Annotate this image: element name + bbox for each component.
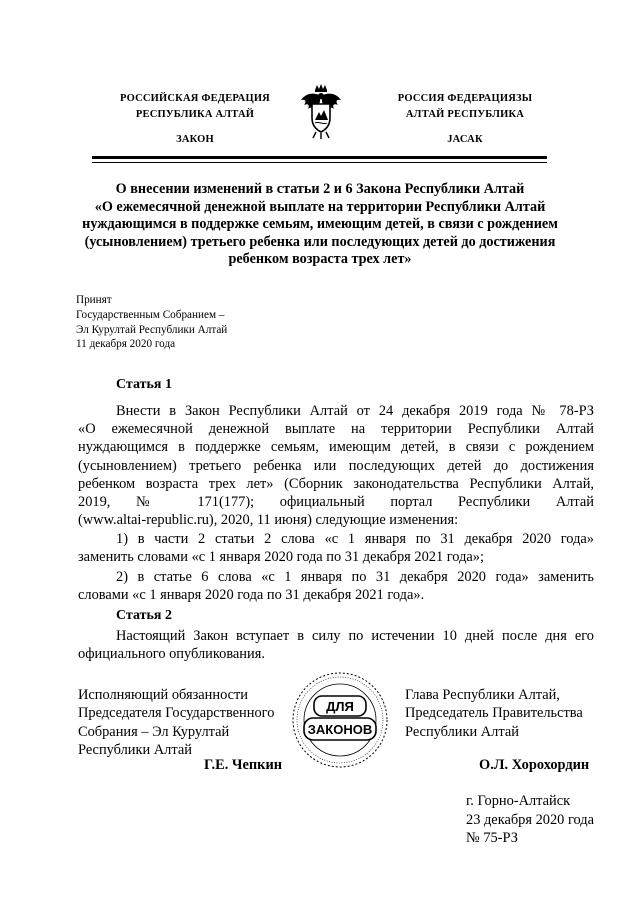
- text-line: Внести в Закон Республики Алтай от 24 декабря 2019 года № 78-РЗ: [116, 403, 594, 419]
- title-line: «О ежемесячной денежной выплате на территории Республики Алтай: [94, 198, 546, 215]
- place-date-number: [466, 792, 594, 848]
- header-right-country: РОССИЯ ФЕДЕРАЦИЯЗЫ: [397, 93, 533, 104]
- article-2-text: [78, 627, 594, 663]
- stamp-line-2: ЗАКОНОВ: [307, 722, 373, 737]
- left-signatory-name: Г.Е. Чепкин: [204, 757, 283, 773]
- text-line: Настоящий Закон вступает в силу по истечении 10 дней после дня его: [116, 628, 594, 644]
- text-line: 2019, № 171(177); официальный портал Республики Алтай: [78, 493, 594, 510]
- stamp-line-1: ДЛЯ: [326, 699, 354, 714]
- signatory-line: Председателя Государственного: [78, 705, 275, 722]
- signatory-line: Республики Алтай: [78, 742, 192, 759]
- article-1-intro: [78, 402, 594, 529]
- text-line: официального опубликования.: [78, 646, 265, 663]
- text-line: 2) в статье 6 слова «с 1 января по 31 декабря 2020 года» заменить: [116, 569, 594, 585]
- official-stamp: [290, 670, 390, 770]
- article-1-heading: Статья 1: [116, 377, 172, 392]
- title-line: ребенком возраста трех лет»: [228, 251, 412, 267]
- header-rule-thin: [92, 162, 547, 163]
- text-line: (www.altai-republic.ru), 2020, 11 июня) следующие изменения:: [78, 512, 459, 529]
- header-left-republic: РЕСПУБЛИКА АЛТАЙ: [135, 109, 255, 120]
- signatory-line: Собрания – Эл Курултай: [78, 723, 230, 740]
- header-right-republic: АЛТАЙ РЕСПУБЛИКА: [405, 109, 525, 120]
- signatory-line: Председатель Правительства: [405, 705, 583, 722]
- article-1-item-2: [78, 568, 594, 604]
- right-signatory-title: [405, 686, 583, 741]
- law-title: [60, 181, 580, 269]
- title-line: нуждающимся в поддержке семьям, имеющим детей, в связи с рождением: [82, 216, 558, 232]
- header-left-country: РОССИЙСКАЯ ФЕДЕРАЦИЯ: [120, 93, 270, 104]
- text-line: ребенком возраста трех лет» (Сборник законодательства Республики Алтай,: [78, 475, 594, 492]
- right-signatory-name: О.Л. Хорохордин: [479, 757, 590, 773]
- adoption-line: Эл Курултай Республики Алтай: [76, 323, 228, 336]
- text-line: «О ежемесячной денежной выплате на территории Республики Алтай: [78, 421, 594, 438]
- signatory-line: Исполняющий обязанности: [78, 687, 249, 703]
- adoption-line: Государственным Собранием –: [76, 308, 225, 321]
- adoption-line: 11 декабря 2020 года: [76, 338, 176, 351]
- law-date: 23 декабря 2020 года: [466, 811, 595, 828]
- city: г. Горно-Алтайск: [466, 793, 571, 809]
- adoption-line: Принят: [76, 294, 112, 306]
- text-line: заменить словами «с 1 января 2020 года по 31 декабря 2021 года»;: [78, 549, 484, 566]
- text-line: нуждающимся в поддержке семьям, имеющим детей, в связи с рождением: [78, 439, 594, 456]
- article-1-item-1: [78, 530, 594, 566]
- text-line: (усыновлением) третьего ребенка или последующих детей до достижения: [78, 457, 594, 474]
- title-line: О внесении изменений в статьи 2 и 6 Закона Республики Алтай: [115, 181, 525, 197]
- text-line: 1) в части 2 статьи 2 слова «с 1 января по 31 декабря 2020 года»: [116, 531, 594, 547]
- law-number: № 75-РЗ: [466, 830, 518, 847]
- header-rule-thick: [92, 156, 547, 159]
- altai-coat-of-arms-icon: [300, 84, 342, 140]
- text-line: словами «с 1 января 2020 года по 31 декабря 2021 года».: [78, 587, 425, 604]
- signatory-line: Республики Алтай: [405, 723, 519, 740]
- left-signatory-title: [78, 686, 274, 760]
- adoption-note: [76, 293, 227, 352]
- header-right-doc-type: JАСАК: [447, 134, 483, 145]
- title-line: (усыновлением) третьего ребенка или последующих детей до достижения: [84, 233, 556, 250]
- header-left-doc-type: ЗАКОН: [176, 134, 214, 145]
- article-2-heading: Статья 2: [116, 608, 172, 623]
- signatory-line: Глава Республики Алтай,: [405, 687, 560, 703]
